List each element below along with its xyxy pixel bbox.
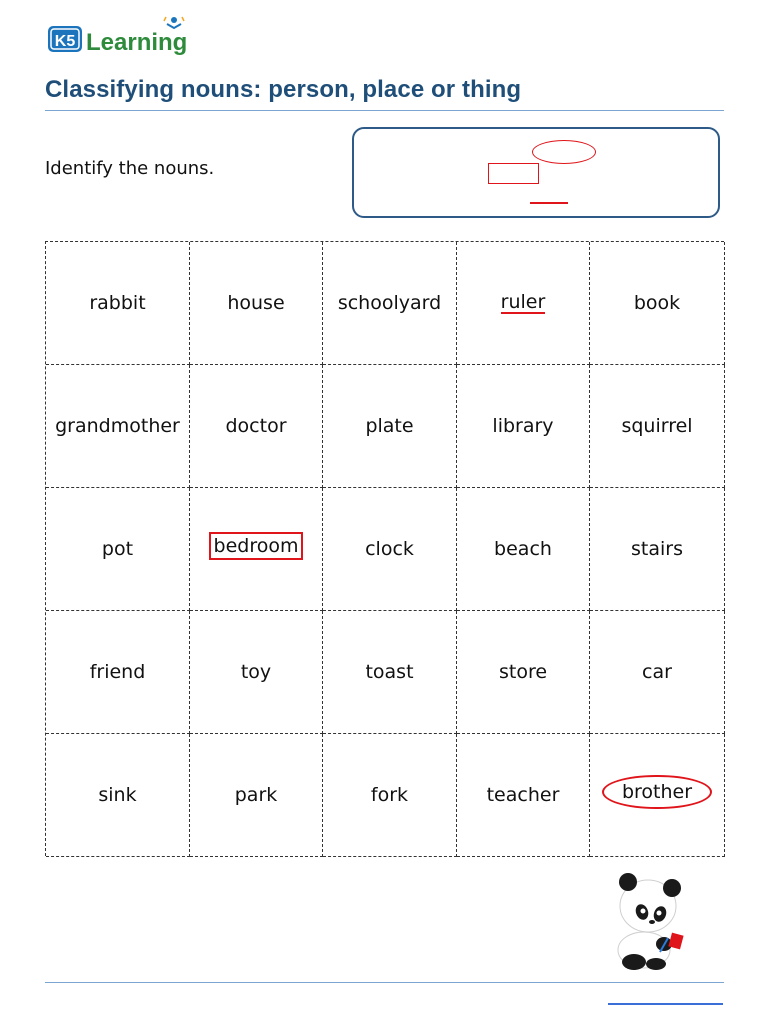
grid-cell[interactable] — [457, 242, 590, 365]
noun-word: house — [227, 291, 285, 314]
noun-word: plate — [365, 414, 414, 437]
noun-word: friend — [89, 660, 146, 683]
noun-word: toast — [365, 660, 414, 683]
noun-word: clock — [365, 537, 414, 560]
grid-cell[interactable] — [457, 488, 590, 611]
grid-cell[interactable] — [323, 365, 457, 488]
noun-word: stairs — [631, 537, 683, 560]
noun-word: squirrel — [621, 414, 693, 437]
grid-cell[interactable] — [323, 488, 457, 611]
noun-word: library — [492, 414, 554, 437]
grid-cell[interactable] — [323, 734, 457, 857]
legend-oval-mark — [532, 140, 596, 164]
noun-word: bedroom — [209, 532, 304, 561]
page-title: Classifying nouns: person, place or thing — [45, 76, 522, 103]
grid-cell[interactable] — [590, 365, 725, 488]
noun-word: sink — [98, 783, 137, 806]
grid-cell[interactable] — [46, 611, 190, 734]
grid-cell[interactable] — [190, 488, 323, 611]
grid-cell[interactable] — [190, 611, 323, 734]
grid-cell[interactable] — [46, 365, 190, 488]
logo-figure-icon — [164, 17, 184, 28]
footer-link[interactable] — [608, 1003, 723, 1005]
grid-cell[interactable] — [590, 242, 725, 365]
noun-word: toy — [240, 660, 272, 683]
grid-cell[interactable] — [190, 365, 323, 488]
legend-underline-mark — [530, 202, 568, 204]
noun-word: fork — [370, 783, 409, 806]
noun-word: pot — [101, 537, 134, 560]
grid-cell[interactable] — [190, 242, 323, 365]
instruction-text: Identify the nouns. — [45, 158, 215, 179]
noun-word: book — [633, 291, 681, 314]
grid-cell[interactable] — [590, 488, 725, 611]
noun-word: teacher — [486, 783, 560, 806]
grid-cell[interactable] — [323, 242, 457, 365]
grid-cell[interactable] — [457, 611, 590, 734]
noun-grid — [45, 241, 724, 856]
grid-cell[interactable] — [457, 734, 590, 857]
noun-word: rabbit — [89, 291, 146, 314]
logo-k5-text: K5 — [54, 33, 76, 50]
panda-icon — [608, 864, 698, 972]
grid-cell[interactable] — [46, 488, 190, 611]
answer-key-legend — [352, 127, 720, 218]
legend-box-mark — [488, 163, 539, 184]
noun-word: grandmother — [55, 414, 180, 437]
grid-cell[interactable] — [46, 734, 190, 857]
grid-cell[interactable] — [190, 734, 323, 857]
noun-word: schoolyard — [337, 291, 442, 314]
title-divider — [45, 110, 724, 111]
noun-word: park — [234, 783, 278, 806]
logo-word-text: Learning — [86, 29, 188, 56]
grid-cell[interactable] — [590, 734, 725, 857]
noun-word: store — [498, 660, 548, 683]
noun-word: doctor — [225, 414, 287, 437]
grid-cell[interactable] — [323, 611, 457, 734]
noun-word: brother — [602, 775, 712, 810]
noun-word: car — [642, 660, 672, 683]
grid-cell[interactable] — [590, 611, 725, 734]
grid-cell[interactable] — [457, 365, 590, 488]
noun-word: ruler — [500, 290, 546, 313]
k5-learning-logo[interactable] — [46, 14, 216, 58]
grid-cell[interactable] — [46, 242, 190, 365]
footer-divider — [45, 982, 724, 983]
noun-word: beach — [494, 537, 552, 560]
